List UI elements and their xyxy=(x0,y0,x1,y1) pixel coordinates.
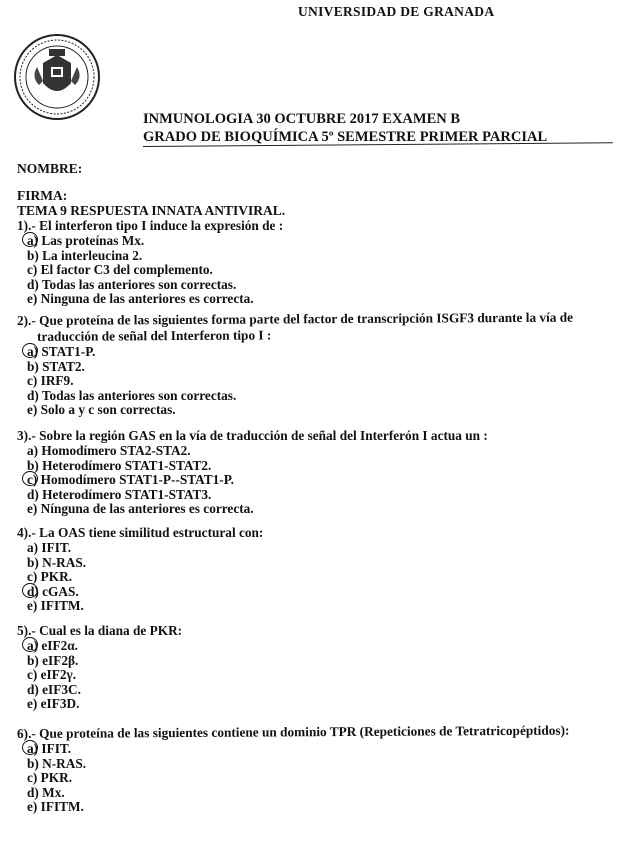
name-label: NOMBRE: xyxy=(17,161,83,176)
answer-option[interactable]: c) Homodímero STAT1-P--STAT1-P. xyxy=(27,473,617,488)
question-stem: 4).- La OAS tiene similitud estructural con: xyxy=(17,525,264,540)
answer-mark-circle xyxy=(22,343,38,358)
answer-option[interactable]: e) IFITM. xyxy=(27,598,84,614)
answer-option[interactable]: c) PKR. xyxy=(27,569,73,585)
answer-option[interactable]: b) STAT2. xyxy=(27,358,85,374)
university-name: UNIVERSIDAD DE GRANADA xyxy=(298,4,495,19)
question-2 xyxy=(16,309,617,418)
question-4 xyxy=(17,525,617,614)
answer-option[interactable]: c) PKR. xyxy=(27,770,73,786)
answer-mark-circle xyxy=(22,637,38,652)
answer-option[interactable]: a) IFIT. xyxy=(27,540,72,555)
question-1 xyxy=(17,218,617,307)
answer-option[interactable]: d) Todas las anteriores son correctas. xyxy=(27,387,237,403)
answer-option[interactable]: a) IFIT. xyxy=(27,742,617,757)
answer-option[interactable]: e) eIF3D. xyxy=(27,696,80,712)
answer-mark-circle xyxy=(22,583,38,598)
question-5 xyxy=(17,623,617,712)
answer-option[interactable]: d) Heterodímero STAT1-STAT3. xyxy=(27,486,212,502)
answer-option[interactable]: b) N-RAS. xyxy=(27,554,87,570)
answer-option[interactable]: c) IRF9. xyxy=(27,373,74,389)
answer-option[interactable]: a) Las proteínas Mx. xyxy=(27,234,617,249)
question-stem: 6).- Que proteína de las siguientes contiene un dominio TPR (Repeticiones de Tetratricopéptidos): xyxy=(16,722,570,741)
answer-option[interactable]: e) Nínguna de las anteriores es correcta. xyxy=(27,501,254,517)
answer-option[interactable]: d) Mx. xyxy=(27,784,65,800)
question-6 xyxy=(16,722,617,815)
answer-option[interactable]: e) Solo a y c son correctas. xyxy=(27,402,176,418)
answer-mark-circle xyxy=(22,232,38,247)
answer-option[interactable]: b) La interleucina 2. xyxy=(27,247,143,263)
question-stem: 2).- Que proteína de las siguientes forma parte del factor de transcripción ISGF3 durante la vía de traducción de señal del Interferon tipo I : xyxy=(16,309,574,344)
question-stem: 1).- El interferon tipo I induce la expresión de : xyxy=(17,218,284,233)
answer-mark-circle xyxy=(22,740,38,755)
answer-option[interactable]: c) eIF2γ. xyxy=(27,667,77,683)
answer-option[interactable]: a) STAT1-P. xyxy=(27,345,617,360)
answer-option[interactable]: b) Heterodímero STAT1-STAT2. xyxy=(27,457,212,473)
answer-option[interactable]: d) Todas las anteriores son correctas. xyxy=(27,276,237,292)
exam-title: INMUNOLOGIA 30 OCTUBRE 2017 EXAMEN B xyxy=(143,111,461,127)
signature-label: FIRMA: xyxy=(17,188,68,203)
question-stem: 5).- Cual es la diana de PKR: xyxy=(17,623,183,638)
answer-option[interactable]: b) N-RAS. xyxy=(27,755,87,771)
answer-option[interactable]: e) IFITM. xyxy=(27,799,84,815)
answer-option[interactable]: d) cGAS. xyxy=(27,585,617,600)
answer-option[interactable]: c) El factor C3 del complemento. xyxy=(27,262,213,278)
answer-option[interactable]: a) eIF2α. xyxy=(27,639,617,654)
answer-option[interactable]: e) Ninguna de las anteriores es correcta. xyxy=(27,291,254,307)
answer-option[interactable]: d) eIF3C. xyxy=(27,681,81,697)
exam-subtitle: GRADO DE BIOQUÍMICA 5º SEMESTRE PRIMER PARCIAL xyxy=(143,129,548,145)
question-stem: 3).- Sobre la región GAS en la vía de traducción de señal del Interferón I actua un : xyxy=(17,428,488,443)
answer-option[interactable]: a) Homodímero STA2-STA2. xyxy=(27,443,191,458)
topic-heading: TEMA 9 RESPUESTA INNATA ANTIVIRAL. xyxy=(17,203,286,218)
answer-option[interactable]: b) eIF2β. xyxy=(27,652,79,668)
university-seal-icon xyxy=(13,33,101,121)
question-3 xyxy=(17,428,617,517)
